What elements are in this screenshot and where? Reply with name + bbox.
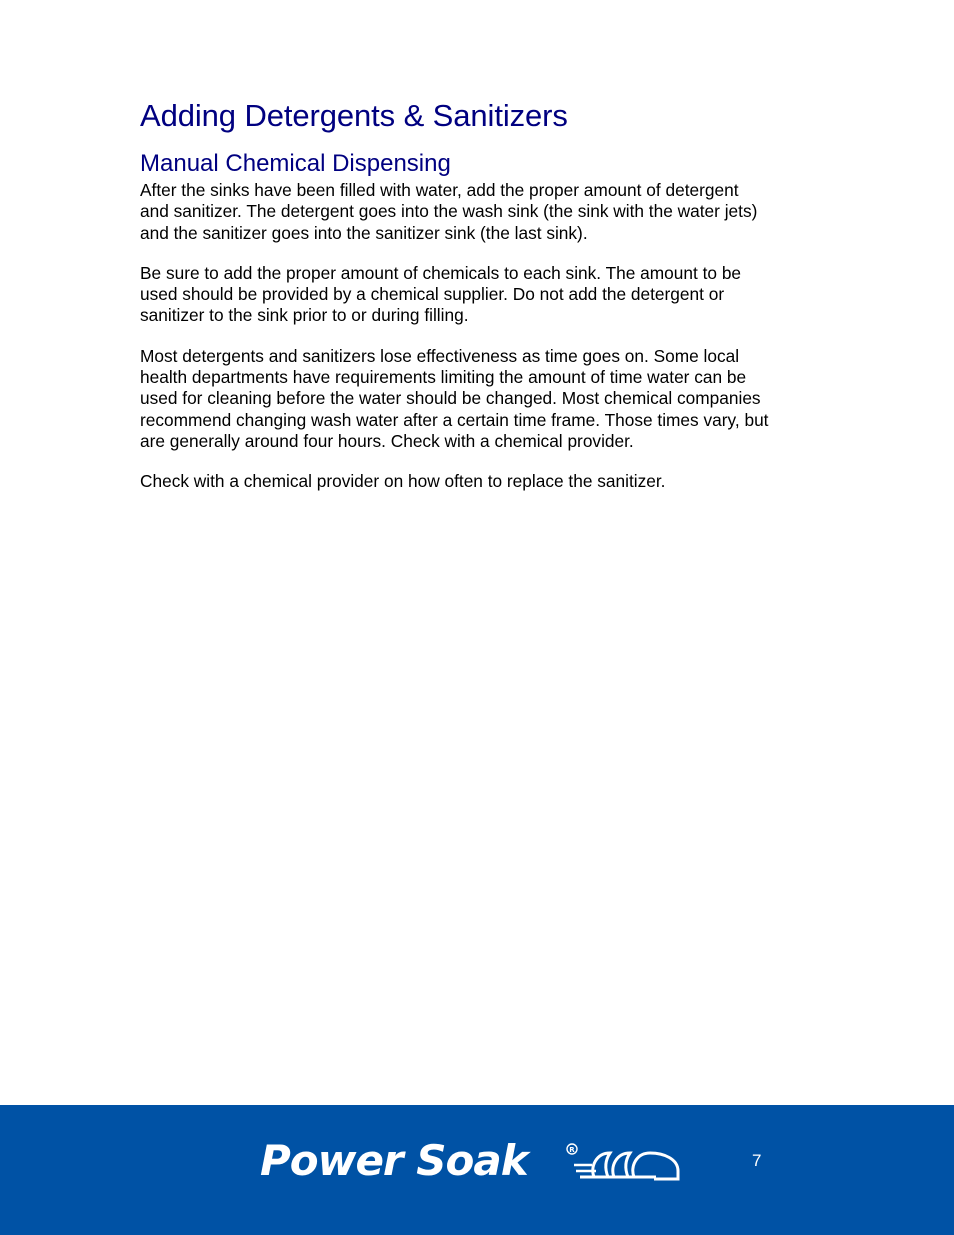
page-footer — [0, 1105, 954, 1235]
paragraph-1: After the sinks have been filled with water, add the proper amount of detergent and sanitizer. The detergent goes into the wash sink (the sink with the water jets) and the sanitizer goes into the sanitizer sink (the last sink). — [140, 180, 758, 243]
svg-text:R: R — [569, 1146, 575, 1154]
power-soak-logo — [260, 1137, 682, 1185]
paragraph-3: Most detergents and sanitizers lose effectiveness as time goes on. Some local health departments have requirements limiting the amount of time water can be used for cleaning before the water should be changed. Most chemical companies recommend changing wash water after a certain time frame. Those times vary, but are generally around four hours. Check with a chemical provider. — [140, 345, 769, 451]
logo-sink-icon — [566, 1143, 682, 1183]
page-title: Adding Detergents & Sanitizers — [140, 98, 568, 133]
paragraph-2: Be sure to add the proper amount of chemicals to each sink. The amount to be used should be provided by a chemical supplier. Do not add the detergent or sanitizer to the sink prior to or during filling. — [140, 262, 742, 326]
page-number: 7 — [752, 1151, 762, 1170]
page-content — [140, 96, 770, 512]
section-heading: Manual Chemical Dispensing — [140, 150, 451, 177]
logo-wordmark: Power Soak — [260, 1136, 528, 1185]
paragraph-4: Check with a chemical provider on how often to replace the sanitizer. — [140, 471, 666, 492]
